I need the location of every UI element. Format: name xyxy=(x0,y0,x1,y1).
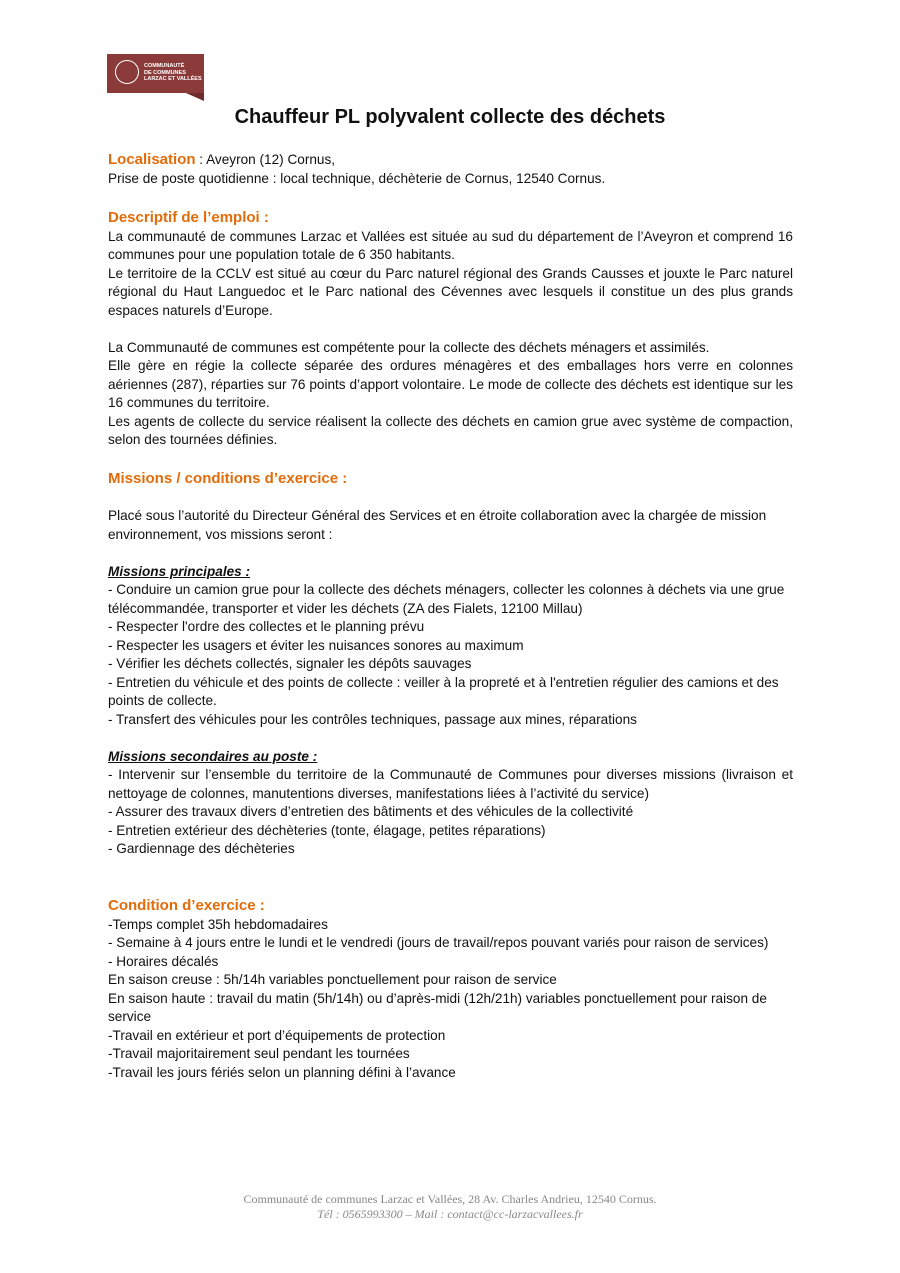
list-item: - Conduire un camion grue pour la collecte des déchets ménagers, collecter les colonnes à déchets via une grue télécommandée, transporter et vider les déchets (ZA des Fialets, 12100 Millau) xyxy=(108,582,785,616)
heading-condition: Condition d’exercice : xyxy=(108,897,265,914)
page-title: Chauffeur PL polyvalent collecte des déchets xyxy=(234,106,666,128)
logo xyxy=(107,54,204,93)
list-item: -Travail en extérieur et port d’équipements de protection xyxy=(108,1027,446,1043)
list-item: -Temps complet 35h hebdomadaires xyxy=(108,916,328,932)
logo-line: DE COMMUNES xyxy=(144,69,186,76)
list-item: - Gardiennage des déchèteries xyxy=(108,841,295,856)
logo-seal-icon xyxy=(115,60,139,84)
heading-descriptif: Descriptif de l’emploi : xyxy=(108,209,269,226)
missions-secondaires-title: Missions secondaires au poste : xyxy=(108,748,318,764)
list-item: -Travail les jours fériés selon un planning défini à l’avance xyxy=(108,1064,456,1080)
footer-contact: Tél : 0565993300 – Mail : contact@cc-larzacvallees.fr xyxy=(317,1207,583,1221)
paragraph: La communauté de communes Larzac et Vallées est située au sud du département de l’Aveyron et comprend 16 communes pour une population totale de 6 350 habitants. xyxy=(108,228,793,262)
paragraph: Elle gère en régie la collecte séparée des ordures ménagères et des emballages hors verre en colonnes aériennes (287), réparties sur 76 points d’apport volontaire. Le mode de collecte des déchets est identique sur les 16 communes du territoire. xyxy=(108,358,793,410)
list-item: - Entretien extérieur des déchèteries (tonte, élagage, petites réparations) xyxy=(108,822,546,838)
footer-address: Communauté de communes Larzac et Vallées, 28 Av. Charles Andrieu, 12540 Cornus. xyxy=(243,1192,657,1206)
section-condition xyxy=(108,897,793,1082)
list-item: -Travail majoritairement seul pendant les tournées xyxy=(108,1046,410,1061)
logo-line: LARZAC ET VALLÉES xyxy=(144,76,202,82)
missions-intro: Placé sous l’autorité du Directeur Général des Services et en étroite collaboration avec la chargée de mission environnement, vos missions seront : xyxy=(108,508,767,542)
logo-line: COMMUNAUTÉ xyxy=(144,63,185,69)
list-item: - Assurer des travaux divers d’entretien des bâtiments et des véhicules de la collectivité xyxy=(108,804,634,819)
heading-missions: Missions / conditions d’exercice : xyxy=(108,470,348,487)
list-item: - Respecter les usagers et éviter les nuisances sonores au maximum xyxy=(108,637,524,653)
section-missions xyxy=(108,470,793,859)
localisation-value: : Aveyron (12) Cornus, xyxy=(195,152,336,167)
list-item: En saison creuse : 5h/14h variables ponctuellement pour raison de service xyxy=(108,972,557,987)
list-item: - Intervenir sur l’ensemble du territoire de la Communauté de Communes pour diverses missions (livraison et nettoyage de colonnes, manutentions diverses, manifestations liées à l’activité du service) xyxy=(108,767,793,801)
list-item: - Vérifier les déchets collectés, signaler les dépôts sauvages xyxy=(108,656,472,671)
logo-ribbon-tail xyxy=(186,93,204,101)
paragraph: Les agents de collecte du service réalisent la collecte des déchets en camion grue avec système de compaction, selon des tournées définies. xyxy=(108,413,793,447)
list-item: - Transfert des véhicules pour les contrôles techniques, passage aux mines, réparations xyxy=(108,711,637,727)
list-item: - Horaires décalés xyxy=(108,953,219,969)
section-localisation xyxy=(108,151,793,188)
list-item: - Semaine à 4 jours entre le lundi et le vendredi (jours de travail/repos pouvant variés pour raison de services) xyxy=(108,935,769,950)
list-item: - Entretien du véhicule et des points de collecte : veiller à la propreté et à l'entretien régulier des camions et des points de collecte. xyxy=(108,674,779,708)
list-item: - Respecter l'ordre des collectes et le planning prévu xyxy=(108,619,425,634)
section-descriptif xyxy=(108,209,793,450)
localisation-line2: Prise de poste quotidienne : local technique, déchèterie de Cornus, 12540 Cornus. xyxy=(108,170,606,186)
footer xyxy=(0,1192,900,1222)
heading-localisation: Localisation xyxy=(108,151,196,168)
missions-principales-title: Missions principales : xyxy=(108,563,251,579)
paragraph: Le territoire de la CCLV est situé au cœur du Parc naturel régional des Grands Causses et jouxte le Parc naturel régional du Haut Languedoc et le Parc national des Cévennes avec lesquels il constitue un des plus grands espaces naturels d’Europe. xyxy=(108,265,793,318)
paragraph: La Communauté de communes est compétente pour la collecte des déchets ménagers et assimilés. xyxy=(108,339,710,355)
list-item: En saison haute : travail du matin (5h/14h) ou d’après-midi (12h/21h) variables ponctuellement pour raison de service xyxy=(108,990,767,1024)
